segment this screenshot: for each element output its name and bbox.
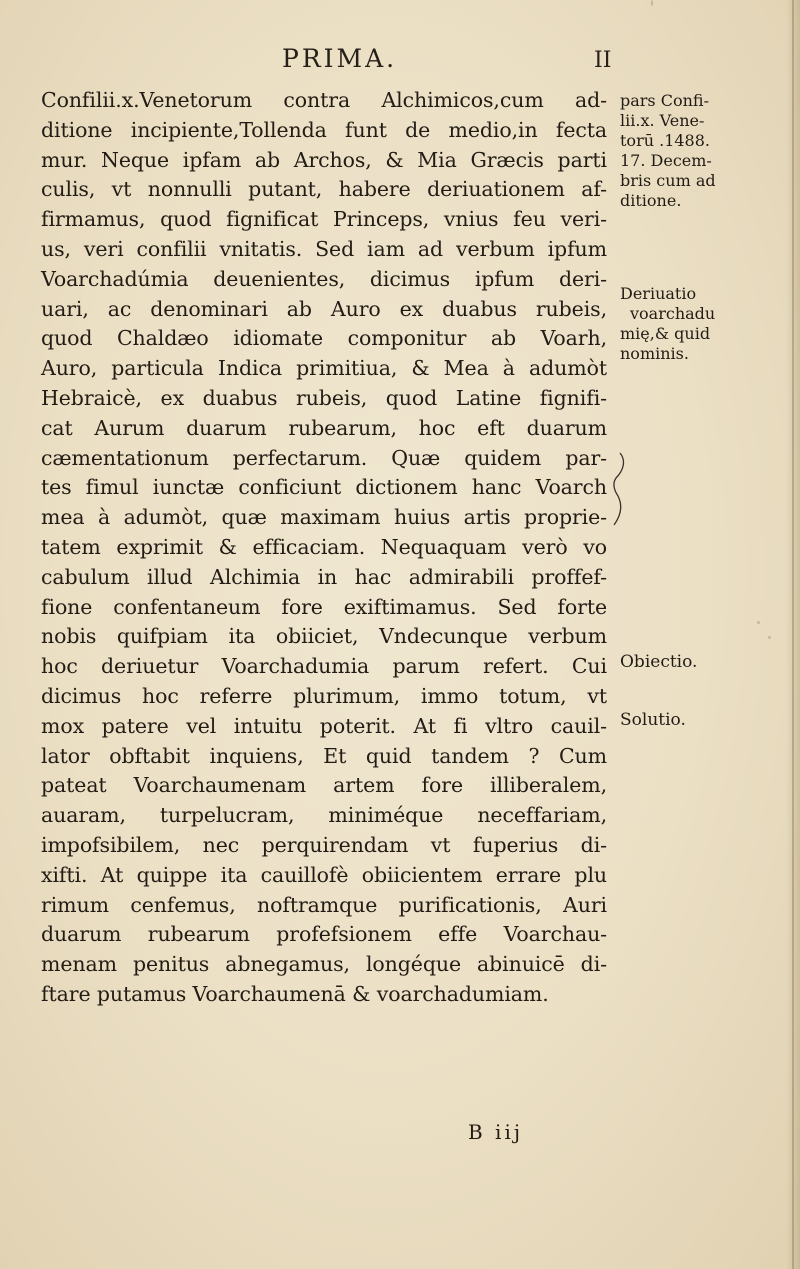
marginal-note-line: nominis. — [620, 344, 689, 363]
ink-speck — [651, 0, 653, 6]
marginal-note-line: lii.x. Vene- — [620, 111, 705, 130]
marginal-note-line: torū .1488. — [620, 131, 710, 150]
text-line: impofsibilem, nec perquirendam vt fuperius di- — [41, 832, 607, 857]
marginal-note-confilii — [620, 91, 716, 211]
text-line: firmamus, quod fignificat Princeps, vnius feu veri- — [41, 207, 607, 232]
text-line: cat Aurum duarum rubearum, hoc eft duarum — [41, 415, 607, 440]
text-line: mox patere vel intuitu poterit. At fi vltro cauil- — [41, 713, 607, 738]
marginal-note-obiectio — [620, 652, 697, 672]
text-line: nobis quifpiam ita obiiciet, Vndecunque verbum — [41, 624, 607, 649]
text-line: Auro, particula Indica primitiua, & Mea à adumòt — [41, 356, 607, 381]
text-line: ditione incipiente,Tollenda funt de medio,in fecta — [41, 117, 607, 142]
running-title: PRIMA. — [282, 44, 398, 73]
main-text-block — [41, 86, 607, 1010]
marginal-note-deriuatio — [620, 284, 715, 364]
marginal-note-solutio — [620, 710, 686, 730]
ink-speck — [757, 621, 760, 624]
text-line: pateat Voarchaumenam artem fore illiberalem, — [41, 773, 607, 798]
text-line: rimum cenfemus, noftramque purificationis, Auri — [41, 892, 607, 917]
text-line: Voarchadúmia deuenientes, dicimus ipfum deri- — [41, 266, 607, 291]
text-line: mea à adumòt, quæ maximam huius artis proprie- — [41, 505, 607, 530]
text-line: tes fimul iunctæ conficiunt dictionem hanc Voarch — [41, 475, 607, 500]
marginal-note-line: bris cum ad — [620, 171, 716, 190]
text-line: xifti. At quippe ita cauillofè obiicientem errare plu — [41, 862, 607, 887]
marginal-note-line: Solutio. — [620, 710, 686, 730]
signature-mark: B iij — [468, 1120, 524, 1144]
marginal-note-line: voarchadu — [630, 304, 716, 323]
text-line: tatem exprimit & efficaciam. Nequaquam verò vo — [41, 534, 607, 559]
text-line: dicimus hoc referre plurimum, immo totum, vt — [41, 683, 607, 708]
text-line: fione confentaneum fore exiftimamus. Sed forte — [41, 594, 607, 619]
text-line: ftare putamus Voarchaumenā & voarchadumiam. — [41, 981, 549, 1006]
text-line: Confilii.x.Venetorum contra Alchimicos,cum ad- — [41, 88, 607, 112]
text-line: Hebraicè, ex duabus rubeis, quod Latine fignifi- — [41, 385, 607, 410]
marginal-note-line: ditione. — [620, 191, 682, 210]
text-line: hoc deriuetur Voarchadumia parum refert. Cui — [41, 654, 607, 679]
marginal-note-line: 17. Decem- — [620, 151, 712, 170]
text-line: quod Chaldæo idiomate componitur ab Voarh, — [41, 326, 607, 351]
text-line: mur. Neque ipfam ab Archos, & Mia Græcis parti — [41, 147, 607, 172]
marginal-note-line: Deriuatio — [620, 284, 697, 303]
ink-speck — [768, 636, 771, 639]
text-line: lator obftabit inquiens, Et quid tandem ? Cum — [41, 743, 607, 768]
text-line: uari, ac denominari ab Auro ex duabus rubeis, — [41, 296, 607, 321]
margin-bracket — [608, 450, 628, 528]
text-line: auaram, turpelucram, miniméque neceffariam, — [41, 803, 607, 828]
marginal-note-line: pars Confi- — [620, 91, 709, 110]
text-line: menam penitus abnegamus, longéque abinuicē di- — [41, 952, 607, 977]
marginal-note-line: Obiectio. — [620, 652, 698, 672]
page-number: II — [594, 48, 612, 73]
marginal-note-line: mię,& quid — [620, 324, 711, 343]
text-line: cæmentationum perfectarum. Quæ quidem par- — [41, 445, 607, 470]
page-header — [0, 40, 800, 84]
text-line: duarum rubearum profefsionem effe Voarchau- — [41, 922, 607, 947]
text-line: culis, vt nonnulli putant, habere deriuationem af- — [41, 177, 607, 202]
text-line: us, veri confilii vnitatis. Sed iam ad verbum ipfum — [41, 236, 607, 261]
text-line: cabulum illud Alchimia in hac admirabili proffef- — [41, 564, 607, 589]
page-edge-line — [792, 0, 794, 1269]
